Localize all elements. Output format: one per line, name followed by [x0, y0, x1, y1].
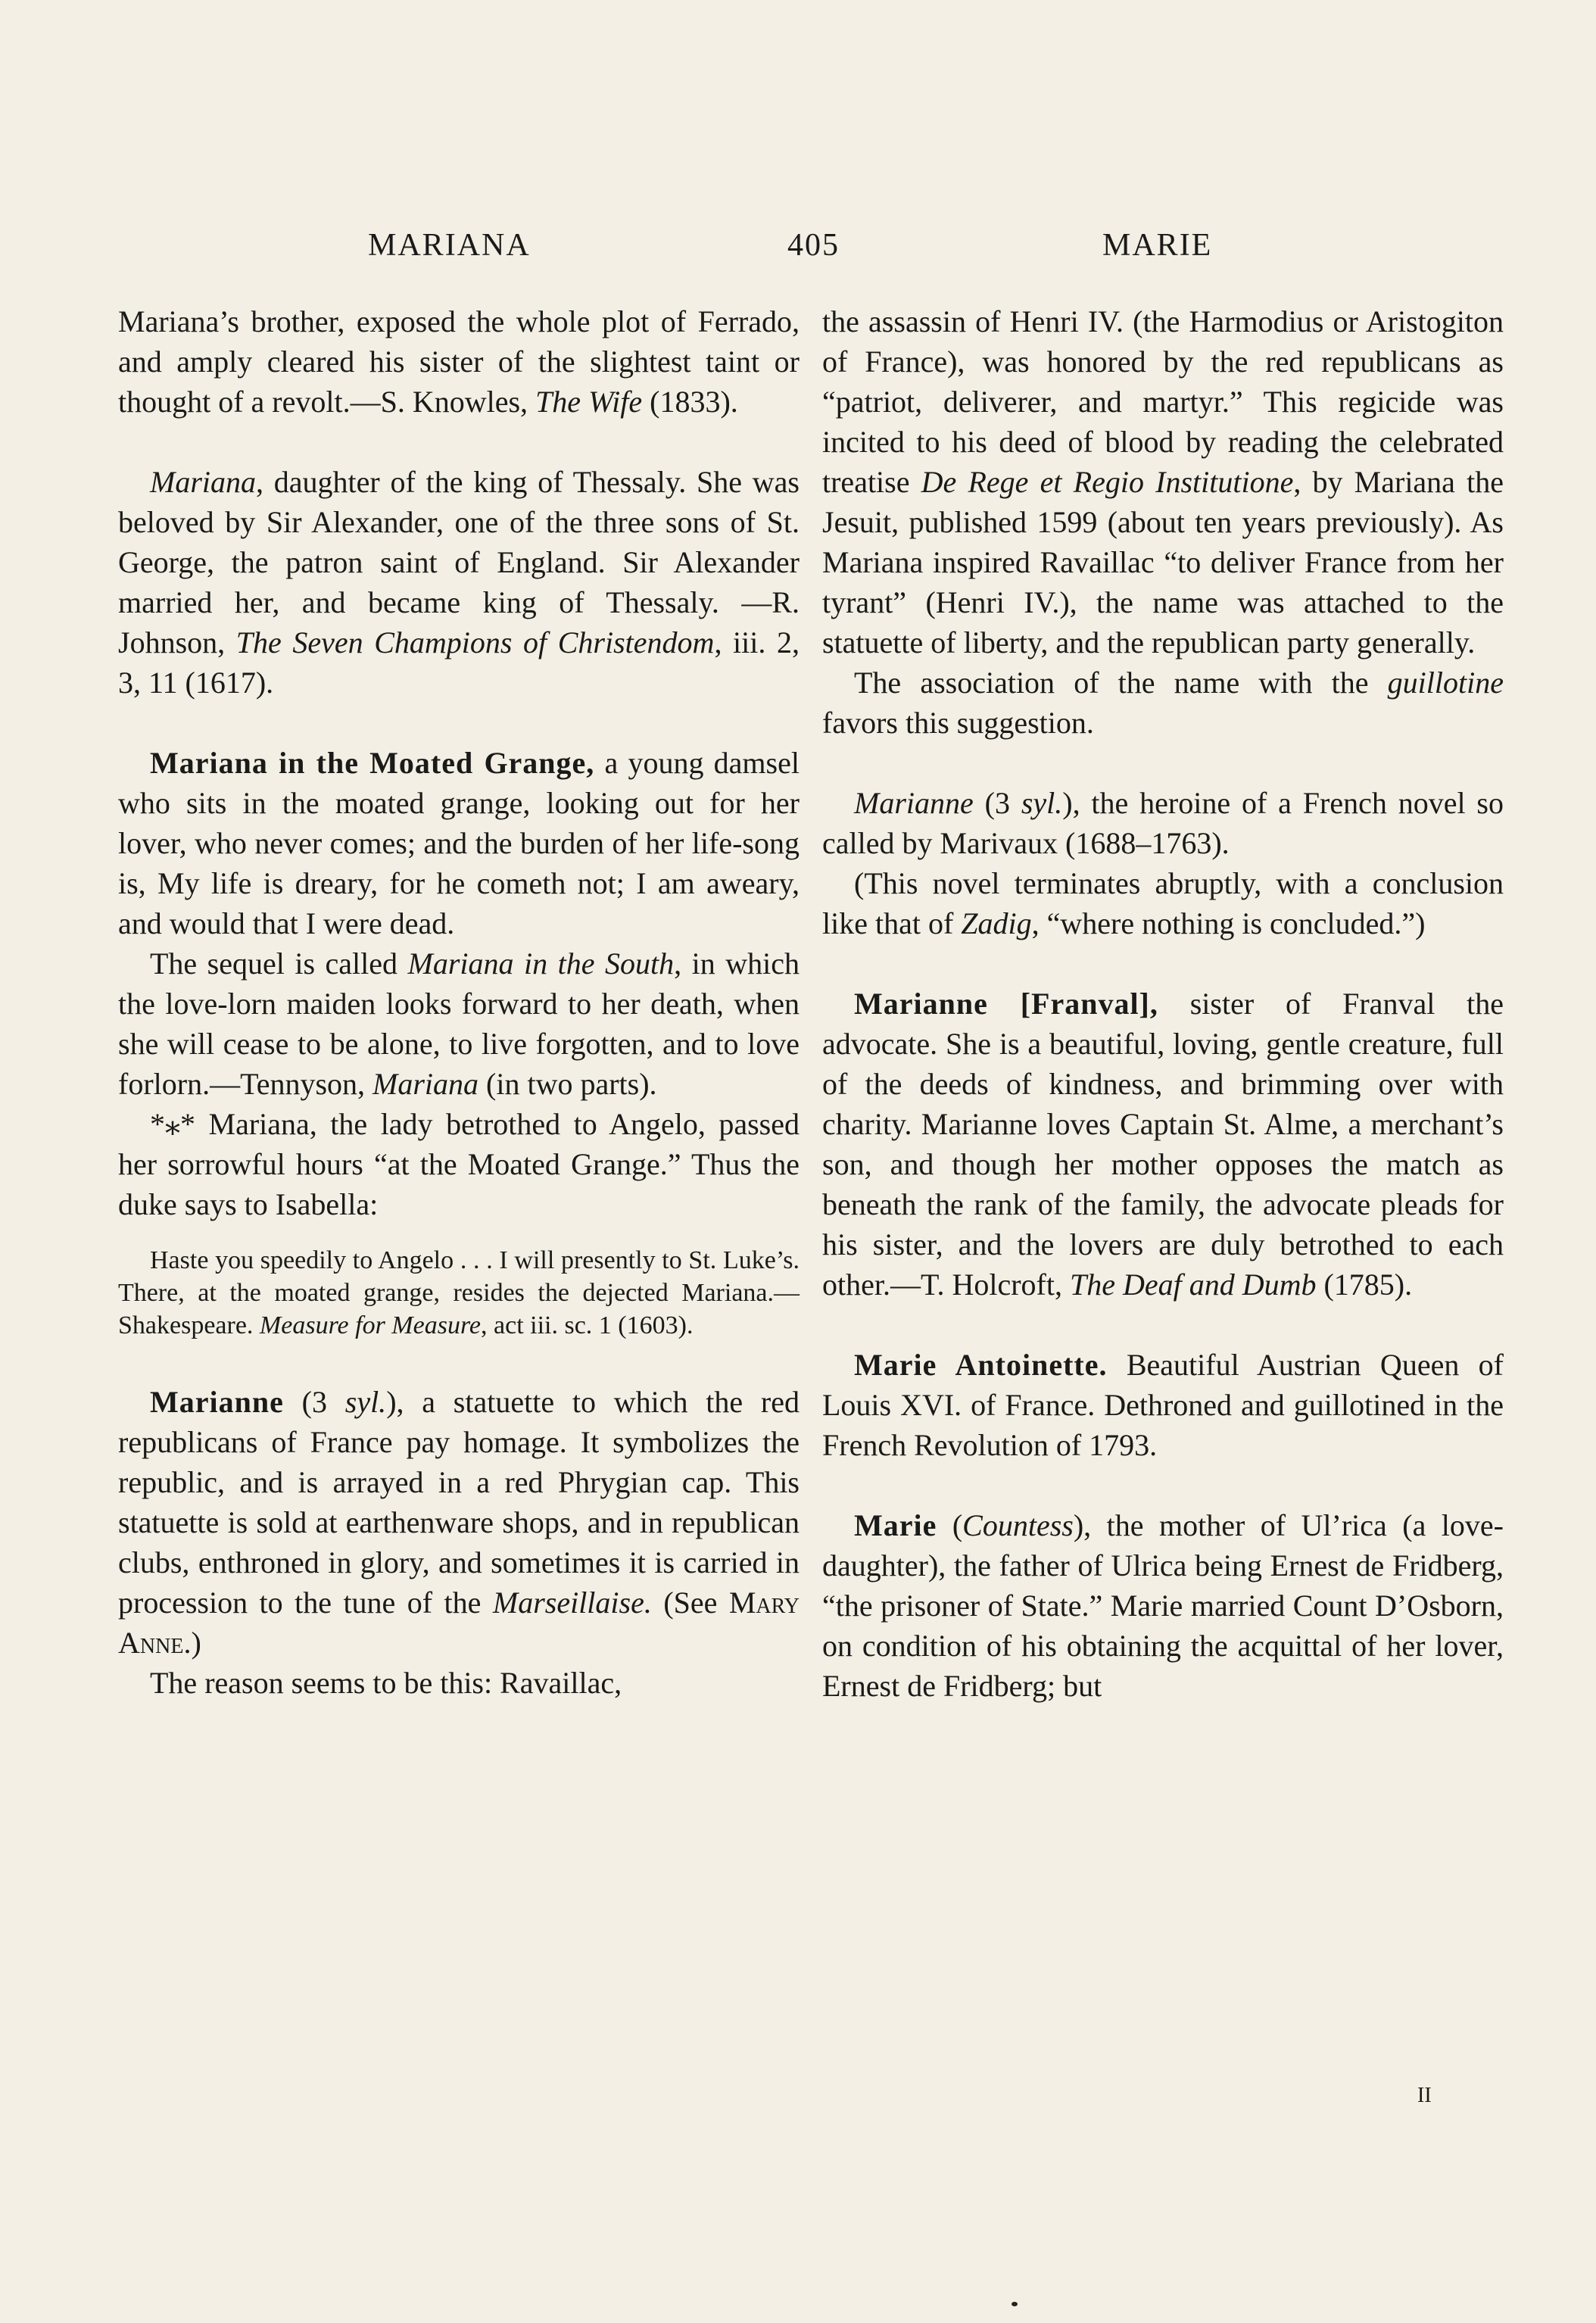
cross-reference: Mary Anne [118, 1586, 800, 1660]
headword: Mariana [150, 465, 256, 499]
entry-mariana: Mariana, daughter of the king of Thessaly. She was beloved by Sir Alexander, one of the three sons of St. George, the patron saint of England. Sir Alexander married her, and became king of Thessaly. —R. Johnson, The Seven Champions of Christendom, iii. 2, 3, 11 (1617). [118, 465, 800, 700]
header-right-word: MARIE [1102, 228, 1213, 263]
headword: Marianne [150, 1385, 284, 1419]
left-column [118, 301, 800, 1703]
page-number: 405 [787, 228, 840, 263]
signature-mark: II [1417, 2084, 1432, 2107]
block-quote: Haste you speedily to Angelo . . . I will presently to St. Luke’s. There, at the moated grange, resides the dejected Mariana.—Shakespeare. Measure for Measure, act iii. sc. 1 (1603). [118, 1246, 800, 1339]
running-head [0, 227, 1596, 273]
right-column [822, 301, 1504, 1706]
entry-marianne-statuette: Marianne (3 syl.), a statuette to which the red republicans of France pay homage. It symbolizes the republic, and is arrayed in a red Phrygian cap. This statuette is sold at earthenware shops, and in republican clubs, enthroned in glory, and sometimes it is carried in procession to the tune of the Marseillaise. (See Mary Anne.) [118, 1385, 800, 1660]
entry-paragraph: The association of the name with the guillotine favors this suggestion. [822, 666, 1504, 740]
entry-continuation: Mariana’s brother, exposed the whole plot of Ferrado, and amply cleared his sister of the slightest taint or thought of a revolt.—S. Knowles, The Wife (1833). [118, 304, 800, 419]
headword: Marianne [Franval], [854, 987, 1158, 1021]
entry-marianne-franval: Marianne [Franval], sister of Franval the advocate. She is a beautiful, loving, gentle creature, full of the deeds of kindness, and brimming over with charity. Marianne loves Captain St. Alme, a merchant’s son, and though her mother opposes the match as beneath the rank of the family, the advocate pleads for his sister, and the lovers are duly betrothed to each other.—T. Holcroft, The Deaf and Dumb (1785). [822, 987, 1504, 1302]
entry-marie-countess: Marie (Countess), the mother of Ul’rica (a love-daughter), the father of Ulrica being Ernest de Fridberg, “the prisoner of State.” Marie married Count D’Osborn, on condition of his obtaining the acquittal of her lover, Ernest de Fridberg; but [822, 1508, 1504, 1703]
entry-paragraph: The sequel is called Mariana in the South, in which the love-lorn maiden looks forward to her death, when she will cease to be alone, to live forgotten, and to love forlorn.—Tennyson, Mariana (in two parts). [118, 946, 800, 1101]
headword: Marie Antoinette. [854, 1348, 1108, 1382]
entry-note: *⁎* Mariana, the lady betrothed to Angelo, passed her sorrowful hours “at the Moated Grange.” Thus the duke says to Isabella: [118, 1107, 800, 1221]
entry-paragraph: (This novel terminates abruptly, with a conclusion like that of Zadig, “where nothing is concluded.”) [822, 866, 1504, 940]
headword: Marianne [854, 786, 974, 820]
entry-marianne-novel: Marianne (3 syl.), the heroine of a French novel so called by Marivaux (1688–1763). [822, 786, 1504, 860]
entry-mariana-moated-grange: Mariana in the Moated Grange, a young damsel who sits in the moated grange, looking out for her lover, who never comes; and the burden of her life-song is, My life is dreary, for he cometh not; I am aweary, and would that I were dead. [118, 746, 800, 940]
headword: Marie [854, 1508, 937, 1542]
print-speck [1012, 2302, 1018, 2306]
entry-marie-antoinette: Marie Antoinette. Beautiful Austrian Queen of Louis XVI. of France. Dethroned and guillotined in the French Revolution of 1793. [822, 1348, 1504, 1462]
entry-paragraph: The reason seems to be this: Ravaillac, [150, 1666, 622, 1700]
entry-continuation: the assassin of Henri IV. (the Harmodius or Aristogiton of France), was honored by the red republicans as “patriot, deliverer, and martyr.” This regicide was incited to his deed of blood by reading the celebrated treatise De Rege et Regio Institutione, by Mariana the Jesuit, published 1599 (about ten years previously). As Mariana inspired Ravaillac “to deliver France from her tyrant” (Henri IV.), the name was attached to the statuette of liberty, and the republican party generally. [822, 304, 1504, 659]
header-left-word: MARIANA [368, 228, 531, 263]
headword: Mariana in the Moated Grange, [150, 746, 595, 780]
